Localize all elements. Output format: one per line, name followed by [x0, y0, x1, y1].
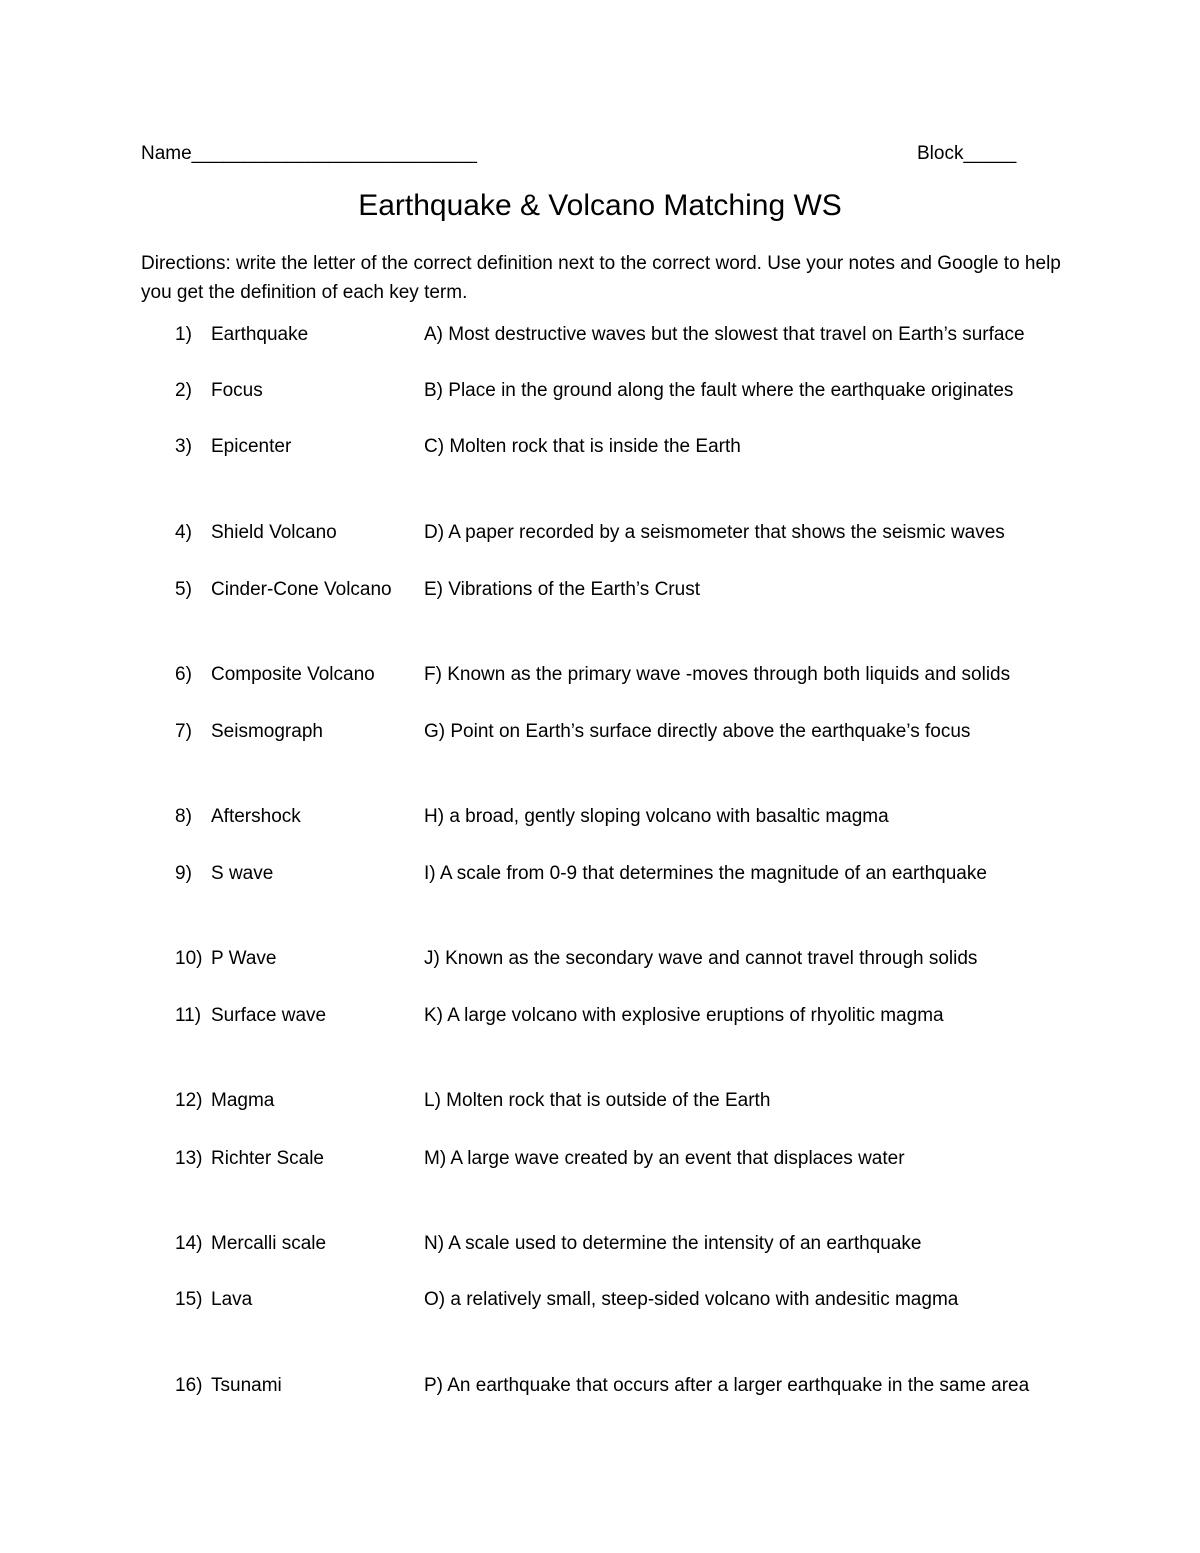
item-number: 8) [175, 806, 192, 827]
item-term: Magma [211, 1090, 275, 1111]
item-term: S wave [211, 863, 274, 884]
matching-row [0, 1289, 1200, 1315]
item-term: Focus [211, 380, 263, 401]
item-term: Earthquake [211, 324, 309, 345]
matching-row [0, 1233, 1200, 1259]
item-term: Epicenter [211, 436, 292, 457]
item-number: 1) [175, 324, 192, 345]
item-term: Shield Volcano [211, 522, 337, 543]
matching-row [0, 1148, 1200, 1174]
item-number: 7) [175, 721, 192, 742]
matching-row [0, 1090, 1200, 1116]
item-definition: O) a relatively small, steep-sided volcano with andesitic magma [424, 1289, 959, 1310]
item-number: 13) [175, 1148, 203, 1169]
item-definition: B) Place in the ground along the fault where the earthquake originates [424, 380, 1014, 401]
item-term: Composite Volcano [211, 664, 375, 685]
page-title: Earthquake & Volcano Matching WS [358, 189, 842, 222]
item-definition: A) Most destructive waves but the slowest that travel on Earth’s surface [424, 324, 1025, 345]
matching-row [0, 806, 1200, 832]
item-number: 6) [175, 664, 192, 685]
block-field-label: Block_____ [917, 143, 1017, 164]
item-term: Mercalli scale [211, 1233, 327, 1254]
item-number: 16) [175, 1375, 203, 1396]
item-definition: I) A scale from 0-9 that determines the magnitude of an earthquake [424, 863, 987, 884]
matching-row [0, 324, 1200, 350]
matching-row [0, 380, 1200, 406]
matching-row [0, 522, 1200, 548]
matching-row [0, 721, 1200, 747]
item-definition: P) An earthquake that occurs after a larger earthquake in the same area [424, 1375, 1030, 1396]
directions-text: Directions: write the letter of the correct definition next to the correct word. Use your notes and Google to help you get the definition of each key term. [141, 253, 1061, 303]
item-number: 10) [175, 948, 203, 969]
item-number: 3) [175, 436, 192, 457]
item-number: 9) [175, 863, 192, 884]
item-definition: L) Molten rock that is outside of the Earth [424, 1090, 771, 1111]
matching-row [0, 1375, 1200, 1401]
item-definition: C) Molten rock that is inside the Earth [424, 436, 741, 457]
item-term: Tsunami [211, 1375, 282, 1396]
item-definition: N) A scale used to determine the intensity of an earthquake [424, 1233, 922, 1254]
matching-row [0, 948, 1200, 974]
item-number: 15) [175, 1289, 203, 1310]
item-term: Aftershock [211, 806, 301, 827]
item-term: Richter Scale [211, 1148, 324, 1169]
item-number: 11) [175, 1005, 202, 1026]
item-term: Lava [211, 1289, 253, 1310]
matching-row [0, 436, 1200, 462]
item-term: Surface wave [211, 1005, 327, 1026]
item-definition: J) Known as the secondary wave and cannot travel through solids [424, 948, 978, 969]
name-field-label: Name___________________________ [141, 143, 477, 164]
item-definition: M) A large wave created by an event that displaces water [424, 1148, 905, 1169]
item-term: P Wave [211, 948, 277, 969]
matching-row [0, 1005, 1200, 1031]
item-number: 12) [175, 1090, 203, 1111]
item-definition: D) A paper recorded by a seismometer that shows the seismic waves [424, 522, 1005, 543]
matching-row [0, 579, 1200, 605]
item-term: Seismograph [211, 721, 323, 742]
item-definition: G) Point on Earth’s surface directly above the earthquake’s focus [424, 721, 971, 742]
item-number: 14) [175, 1233, 203, 1254]
item-definition: K) A large volcano with explosive eruptions of rhyolitic magma [424, 1005, 944, 1026]
item-term: Cinder-Cone Volcano [211, 579, 392, 600]
item-definition: H) a broad, gently sloping volcano with basaltic magma [424, 806, 889, 827]
matching-row [0, 664, 1200, 690]
matching-row [0, 863, 1200, 889]
item-number: 2) [175, 380, 192, 401]
item-number: 5) [175, 579, 192, 600]
item-definition: F) Known as the primary wave -moves through both liquids and solids [424, 664, 1011, 685]
item-number: 4) [175, 522, 192, 543]
item-definition: E) Vibrations of the Earth’s Crust [424, 579, 700, 600]
